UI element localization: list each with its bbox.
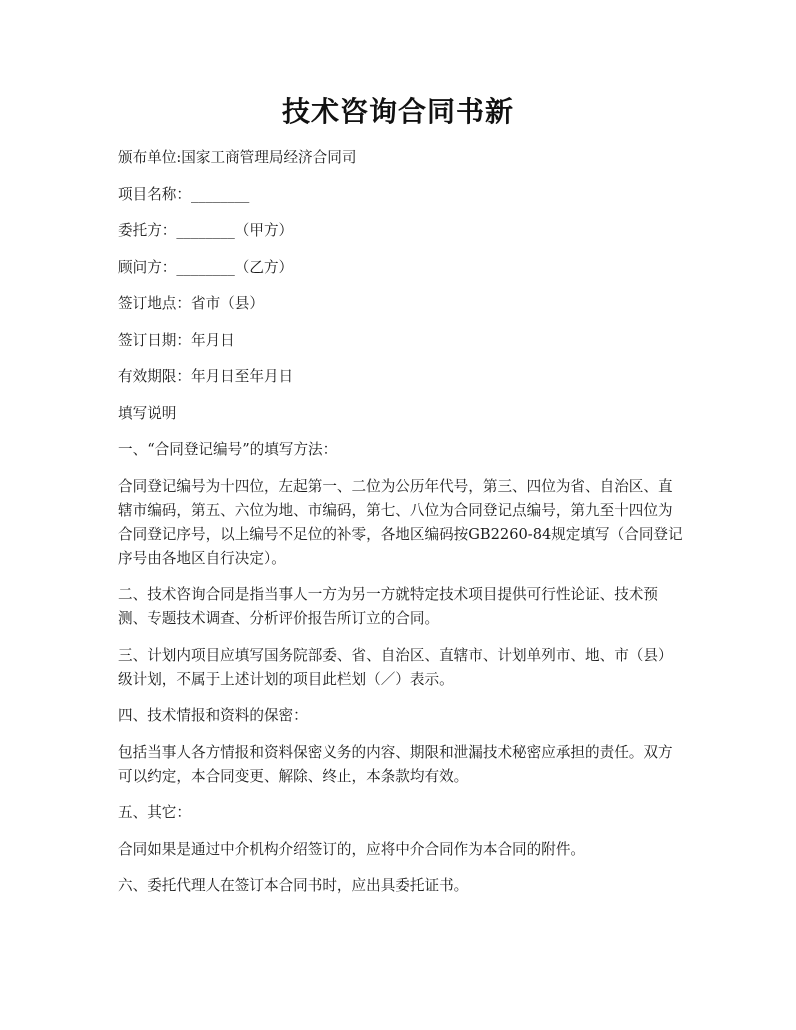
- document-body: [118, 146, 684, 911]
- instructions-heading: 填写说明: [118, 404, 177, 422]
- client-line: 委托方：________（甲方）: [118, 222, 294, 239]
- section-1-body: 合同登记编号为十四位，左起第一、二位为公历年代号，第三、四位为省、自治区、直辖市编码，第五、六位为地、市编码，第七、八位为合同登记点编号，第九至十四位为合同登记序号，以上编号不足位的补零，各地区编码按GB2260-84规定填写（合同登记序号由各地区自行决定）。: [118, 477, 683, 567]
- consultant-line: 顾问方：________（乙方）: [118, 258, 294, 276]
- signing-date-line: 签订日期：年月日: [118, 331, 235, 349]
- section-5-heading: 五、其它：: [118, 804, 191, 821]
- section-3-body: 三、计划内项目应填写国务院部委、省、自治区、直辖市、计划单列市、地、市（县）级计划，不属于上述计划的项目此栏划（／）表示。: [118, 646, 673, 688]
- section-6-body: 六、委托代理人在签订本合同书时，应出具委托证书。: [118, 877, 469, 894]
- section-4-body: 包括当事人各方情报和资料保密义务的内容、期限和泄漏技术秘密应承担的责任。双方可以约定，本合同变更、解除、终止，本条款均有效。: [118, 743, 673, 785]
- section-4-heading: 四、技术情报和资料的保密：: [118, 707, 308, 724]
- section-2-body: 二、技术咨询合同是指当事人一方为另一方就特定技术项目提供可行性论证、技术预测、专题技术调查、分析评价报告所订立的合同。: [118, 586, 658, 627]
- document-title: 技术咨询合同书新: [281, 95, 514, 128]
- validity-line: 有效期限：年月日至年月日: [118, 368, 294, 385]
- section-1-heading: 一、“合同登记编号”的填写方法：: [118, 441, 338, 458]
- section-5-body: 合同如果是通过中介机构介绍签订的，应将中介合同作为本合同的附件。: [118, 840, 586, 858]
- project-name-line: 项目名称：________: [118, 185, 250, 203]
- issuer-line: 颁布单位:国家工商管理局经济合同司: [118, 149, 357, 166]
- signing-place-line: 签订地点：省市（县）: [118, 295, 264, 312]
